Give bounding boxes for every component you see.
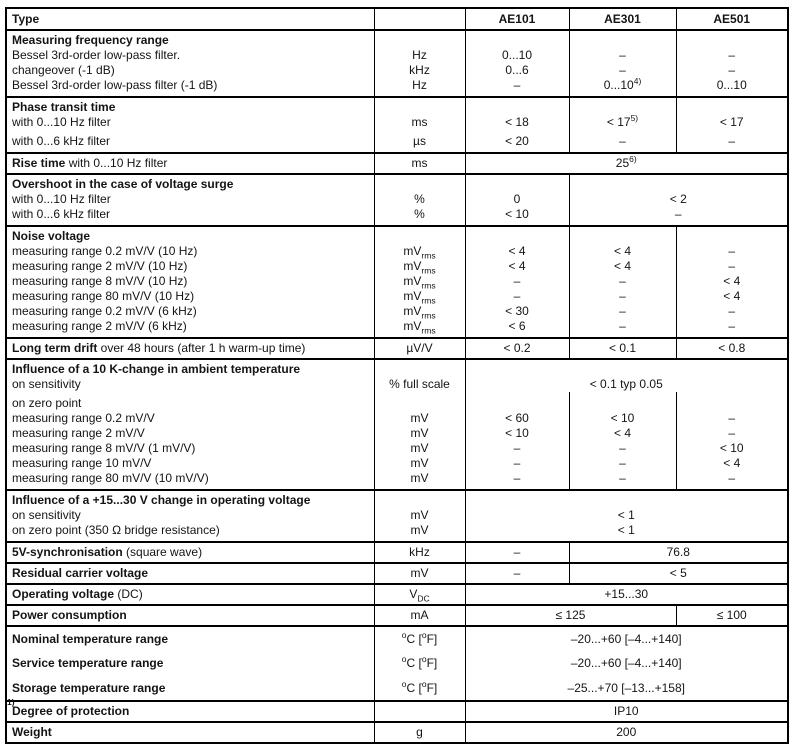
value-ae301: – (569, 130, 676, 153)
value-ae301-ae501: – (569, 207, 788, 226)
row-label: 5V-synchronisation (square wave) (6, 542, 374, 563)
row-label: Bessel 3rd-order low-pass filter. (12, 48, 181, 62)
footnote-marker: 1) (7, 697, 15, 707)
row-label: measuring range 80 mV/V (10 Hz) (12, 289, 195, 303)
value-ae101: – (465, 563, 569, 584)
value-ae101: < 0.2 (465, 338, 569, 359)
unit-cell: g (374, 722, 465, 743)
value-ae501: – (676, 471, 788, 490)
unit-cell: mV (374, 456, 465, 471)
section-phase-heading (6, 97, 788, 115)
row-label: measuring range 2 mV/V (6 kHz) (12, 319, 187, 333)
spec-row (6, 441, 788, 456)
value-ae501: < 4 (676, 274, 788, 289)
spec-row (6, 289, 788, 304)
row-label: Power consumption (6, 605, 374, 626)
unit-cell: $^o$C [$^o$F] (374, 651, 465, 676)
col-header-ae501: AE501 (676, 8, 788, 30)
row-label: measuring range 80 mV/V (10 mV/V) (12, 471, 209, 485)
unit-cell: $mV_{rms}$ (374, 319, 465, 338)
value-ae501: – (676, 48, 788, 63)
value-ae301: – (569, 274, 676, 289)
value-ae101: < 20 (465, 130, 569, 153)
spec-row (6, 274, 788, 289)
value-ae301: – (569, 319, 676, 338)
spec-row (6, 115, 788, 130)
value-ae101: < 10 (465, 207, 569, 226)
value-ae101-ae301: ≤ 125 (465, 605, 676, 626)
value-ae501: – (676, 244, 788, 259)
row-label: measuring range 0.2 mV/V (10 Hz) (12, 244, 198, 258)
value-ae301: < 4 (569, 426, 676, 441)
spec-row (6, 78, 788, 97)
spec-row (6, 259, 788, 274)
value-ae501: – (676, 304, 788, 319)
spec-row (6, 426, 788, 441)
row-storage-temperature (6, 676, 788, 701)
unit-cell: % (374, 192, 465, 207)
row-nominal-temperature (6, 626, 788, 651)
row-long-term-drift (6, 338, 788, 359)
value-ae101: < 60 (465, 411, 569, 426)
row-label: measuring range 8 mV/V (1 mV/V) (12, 441, 196, 455)
unit-cell: µV/V (374, 338, 465, 359)
row-label: Bessel 3rd-order low-pass filter (-1 dB) (12, 78, 218, 92)
value-all: –25...+70 [–13...+158] (465, 676, 788, 701)
row-label: with 0...10 Hz filter (12, 192, 111, 206)
spec-row (6, 471, 788, 490)
unit-cell: µs (374, 130, 465, 153)
row-label: on sensitivity (12, 377, 81, 391)
row-power-consumption (6, 605, 788, 626)
value-ae101: – (465, 274, 569, 289)
col-header-type: Type (12, 11, 40, 26)
value-ae301: < 4 (569, 244, 676, 259)
section-title: Influence of a +15...30 V change in operating voltage (6, 490, 374, 508)
spec-row (6, 319, 788, 338)
unit-cell: mA (374, 605, 465, 626)
row-label: Operating voltage (DC) (6, 584, 374, 605)
value-all: –20...+60 [–4...+140] (465, 651, 788, 676)
spec-row (6, 392, 788, 411)
value-ae301: < 10 (569, 411, 676, 426)
value-ae501: < 0.8 (676, 338, 788, 359)
row-service-temperature (6, 651, 788, 676)
value-all: 25$^{6)}$ (465, 153, 788, 174)
unit-cell: mV (374, 563, 465, 584)
value-ae501: – (676, 63, 788, 78)
col-header-unit-empty (374, 8, 465, 30)
col-header-ae301: AE301 (569, 8, 676, 30)
row-label: Service temperature range (12, 656, 164, 670)
unit-cell: mV (374, 441, 465, 456)
value-ae501: < 17 (676, 115, 788, 130)
spec-row (6, 207, 788, 226)
row-rise-time (6, 153, 788, 174)
value-ae301: 0...10$^{4)}$ (569, 78, 676, 97)
value-ae101: < 18 (465, 115, 569, 130)
value-ae501: – (676, 411, 788, 426)
value-all: +15...30 (465, 584, 788, 605)
row-label: with 0...10 Hz filter (12, 115, 111, 129)
section-freq-heading (6, 30, 788, 48)
row-label: measuring range 2 mV/V (10 Hz) (12, 259, 188, 273)
row-sync (6, 542, 788, 563)
value-ae101: 0...10 (465, 48, 569, 63)
row-label: Rise time with 0...10 Hz filter (6, 153, 374, 174)
section-noise-heading (6, 226, 788, 244)
spec-row (6, 508, 788, 523)
value-ae301: – (569, 441, 676, 456)
spec-row (6, 244, 788, 259)
unit-cell: mV (374, 523, 465, 542)
unit-cell: $mV_{rms}$ (374, 289, 465, 304)
value-all: < 1 (465, 508, 788, 523)
spec-row (6, 456, 788, 471)
value-ae301-ae501: < 5 (569, 563, 788, 584)
spec-row (6, 377, 788, 392)
value-all: < 1 (465, 523, 788, 542)
value-ae101: 0...6 (465, 63, 569, 78)
row-label: Degree of protection (6, 701, 374, 722)
value-ae501: < 10 (676, 441, 788, 456)
value-all: IP10 (465, 701, 788, 722)
value-ae301: – (569, 304, 676, 319)
spec-row (6, 304, 788, 319)
spec-row (6, 523, 788, 542)
section-title: Phase transit time (6, 97, 374, 115)
value-ae101: < 4 (465, 244, 569, 259)
unit-cell: $mV_{rms}$ (374, 259, 465, 274)
value-ae101: – (465, 78, 569, 97)
unit-cell: % (374, 207, 465, 226)
unit-cell: $^o$C [$^o$F] (374, 626, 465, 651)
unit-cell: $mV_{rms}$ (374, 244, 465, 259)
row-label: measuring range 0.2 mV/V (12, 411, 155, 425)
value-ae501: – (676, 259, 788, 274)
row-label: Nominal temperature range (6, 626, 374, 651)
row-residual-carrier (6, 563, 788, 584)
value-all: < 0.1 typ 0.05 (465, 377, 788, 392)
unit-cell: kHz (374, 542, 465, 563)
unit-cell: $mV_{rms}$ (374, 304, 465, 319)
row-label: changeover (-1 dB) (12, 63, 115, 77)
section-overshoot-heading (6, 174, 788, 192)
row-label: Weight (6, 722, 374, 743)
unit-cell: % full scale (374, 377, 465, 392)
section-title: Measuring frequency range (6, 30, 374, 48)
row-label: measuring range 2 mV/V (12, 426, 145, 440)
unit-cell: kHz (374, 63, 465, 78)
unit-cell: ms (374, 153, 465, 174)
unit-cell: $V_{DC}$ (374, 584, 465, 605)
row-label: measuring range 0.2 mV/V (6 kHz) (12, 304, 197, 318)
value-ae301-ae501: < 2 (569, 192, 788, 207)
row-label: with 0...6 kHz filter (12, 134, 111, 148)
value-ae101: – (465, 471, 569, 490)
unit-cell: mV (374, 508, 465, 523)
value-ae301: – (569, 456, 676, 471)
value-ae301: – (569, 63, 676, 78)
row-label: Storage temperature range (12, 680, 166, 695)
value-ae101: – (465, 456, 569, 471)
value-ae101: < 4 (465, 259, 569, 274)
value-ae301: – (569, 289, 676, 304)
unit-cell: $^o$C [$^o$F] (374, 676, 465, 701)
unit-cell: $mV_{rms}$ (374, 274, 465, 289)
row-label: Long term drift over 48 hours (after 1 h warm-up time) (6, 338, 374, 359)
value-ae501: – (676, 319, 788, 338)
unit-cell: mV (374, 411, 465, 426)
section-title: Influence of a 10 K-change in ambient temperature (6, 359, 374, 377)
section-volt-influence-heading (6, 490, 788, 508)
value-ae301: – (569, 471, 676, 490)
value-ae301: < $17^{5)}$ (569, 115, 676, 130)
section-title: Noise voltage (6, 226, 374, 244)
section-title: Overshoot in the case of voltage surge (6, 174, 374, 192)
value-all: 200 (465, 722, 788, 743)
value-ae101: < 10 (465, 426, 569, 441)
value-ae301: – (569, 48, 676, 63)
value-ae101: – (465, 441, 569, 456)
row-label: on sensitivity (12, 508, 81, 522)
spec-row (6, 192, 788, 207)
value-all: –20...+60 [–4...+140] (465, 626, 788, 651)
row-label: Residual carrier voltage (6, 563, 374, 584)
value-ae501: 0...10 (676, 78, 788, 97)
value-ae101: < 30 (465, 304, 569, 319)
unit-cell (374, 701, 465, 722)
row-label: measuring range 10 mV/V (12, 456, 152, 470)
value-ae501: – (676, 130, 788, 153)
section-temp-influence-heading (6, 359, 788, 377)
row-label: with 0...6 kHz filter (12, 207, 111, 221)
unit-cell: Hz (374, 78, 465, 97)
row-weight (6, 722, 788, 743)
unit-cell: mV (374, 471, 465, 490)
value-ae501: < 4 (676, 456, 788, 471)
value-ae101: – (465, 289, 569, 304)
spec-row (6, 48, 788, 63)
header-row (6, 8, 788, 30)
spec-table (5, 7, 789, 744)
unit-cell: mV (374, 426, 465, 441)
value-ae501: ≤ 100 (676, 605, 788, 626)
row-label: measuring range 8 mV/V (10 Hz) (12, 274, 188, 288)
value-ae301-ae501: 76.8 (569, 542, 788, 563)
value-ae101: – (465, 542, 569, 563)
spec-row (6, 63, 788, 78)
value-ae501: – (676, 426, 788, 441)
spec-row (6, 411, 788, 426)
value-ae101: < 6 (465, 319, 569, 338)
unit-cell: ms (374, 115, 465, 130)
row-operating-voltage (6, 584, 788, 605)
spec-row (6, 130, 788, 153)
value-ae301: < 4 (569, 259, 676, 274)
col-header-ae101: AE101 (465, 8, 569, 30)
row-degree-of-protection (6, 701, 788, 722)
row-label: on zero point (12, 396, 82, 410)
unit-cell: Hz (374, 48, 465, 63)
value-ae301: < 0.1 (569, 338, 676, 359)
value-ae101: 0 (465, 192, 569, 207)
row-label: on zero point (350 Ω bridge resistance) (12, 523, 220, 537)
value-ae501: < 4 (676, 289, 788, 304)
